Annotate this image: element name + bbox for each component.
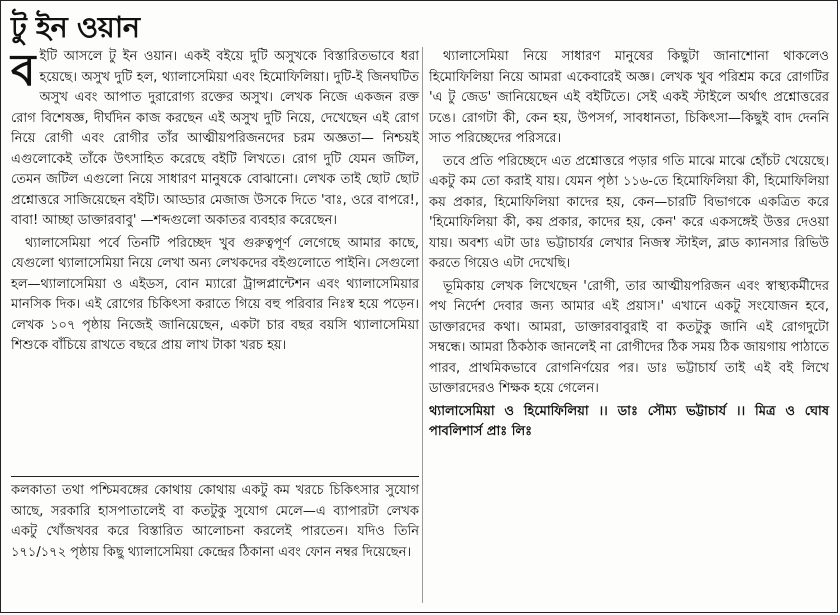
boxed-note: কলকাতা তথা পশ্চিমবঙ্গের কোথায় কোথায় একটু কম খরচে চিকিৎসার সুযোগ আছে, সরকারি হাসপাতালেই বা কতটুকু সুযোগ মেলে—এ ব্যাপারটা লেখক একটু খোঁজখবর করে বিস্তারিত আলোচনা করলেই পারতেন। যদিও তিনি ১৭১/১৭২ পৃষ্ঠায় কিছু থ্যালাসেমিয়া কেন্দ্রের ঠিকানা এবং ফোন নম্বর দিয়েছেন। [11, 483, 419, 560]
right-column [429, 47, 829, 445]
section-divider [11, 476, 419, 477]
paragraph: থ্যালাসেমিয়া পর্বে তিনটি পরিচ্ছেদ খুব গুরুত্বপূর্ণ লেগেছে আমার কাছে, যেগুলো থ্যালাসেমিয়া নিয়ে লেখা অন্য লেখকদের বইগুলোতে পাইনি। সেগুলো হল—থ্যালাসেমিয়া ও এইডস, বোন ম্যারো ট্রান্সপ্লান্টেশন এবং থ্যালাসেমিয়ার মানসিক দিক। এই রোগের চিকিৎসা করাতে গিয়ে বহু পরিবার নিঃস্ব হয়ে পড়েন। লেখক ১০৭ পৃষ্ঠায় নিজেই জানিয়েছেন, একটা চার বছর বয়সি থ্যালাসেমিয়া শিশুকে বাঁচিয়ে রাখতে বছরে প্রায় লাখ টাকা খরচ হয়। [11, 235, 419, 353]
column-divider [422, 47, 423, 603]
paragraph: থ্যালাসেমিয়া নিয়ে সাধারণ মানুষের কিছুটা জানাশোনা থাকলেও হিমোফিলিয়া নিয়ে আমরা একেবারেই অজ্ঞ। লেখক খুব পরিশ্রম করে রোগটির 'এ টু জেড' জানিয়েছেন এই বইটিতে। সেই একই স্টাইলে অর্থাৎ প্রশ্নোত্তরের ঢঙে। রোগটা কী, কেন হয়, উপসর্গ, সাবধানতা, চিকিৎসা—কিছুই বাদ দেননি সাত পরিচ্ছেদের পরিসরে। [429, 49, 829, 146]
article-title: টু ইন ওয়ান [11, 10, 140, 44]
paragraph: ভূমিকায় লেখক লিখেছেন 'রোগী, তার আত্মীয়পরিজন এবং স্বাস্থ্যকর্মীদের পথ নির্দেশ দেবার জন্য আমার এই প্রয়াস।' এখানে একটু সংযোজন হবে, ডাক্তারদের কথা। আমরা, ডাক্তারবাবুরাই বা কতটুকু জানি এই রোগদুটো সম্বন্ধে। আমরা ঠিকঠাক জানলেই না রোগীদের ঠিক সময় ঠিক জায়গায় পাঠাতে পারব, প্রাথমিকভাবে রোগনির্ণয়ের পর। ডাঃ ভট্টাচার্য তাই এই বই লিখে ডাক্তারদেরও শিক্ষক হয়ে গেলেন। [429, 278, 829, 396]
left-column [11, 47, 419, 359]
drop-cap: ব [11, 45, 36, 96]
book-credit: থ্যালাসেমিয়া ও হিমোফিলিয়া ।। ডাঃ সৌম্য ভট্টাচার্য ।। মিত্র ও ঘোষ পাবলিশার্স প্রাঃ লিঃ [429, 403, 829, 439]
paragraph [11, 47, 419, 232]
paragraph-text: ইটি আসলে টু ইন ওয়ান। একই বইয়ে দুটি অসুখকে বিস্তারিতভাবে ধরা হয়েছে। অসুখ দুটি হল, থ্যালাসেমিয়া এবং হিমোফিলিয়া। দুটি-ই জিনঘটিত অসুখ এবং আপাত দুরারোগ্য রক্তের অসুখ। লেখক নিজে একজন রক্ত রোগ বিশেষজ্ঞ, দীর্ঘদিন কাজ করছেন এই অসুখ দুটি নিয়ে, দেখেছেন এই রোগ নিয়ে রোগী এবং রোগীর তাঁর আত্মীয়পরিজনদের চরম অজ্ঞতা— নিশ্চয়ই এগুলোকেই তাঁকে উৎসাহিত করেছে বইটি লিখতে। রোগ দুটি যেমন জটিল, তেমন জটিল এগুলো নিয়ে সাধারণ মানুষকে বোঝানো। লেখক তাই ছোট ছোট প্রশ্নোত্তরে সাজিয়েছেন বইটি। আড্ডার মেজাজ উসকে দিতে 'বাঃ, ওরে বাপরে!, বাবা! আচ্ছা ডাক্তারবাবু' —শব্দগুলো অকাতর ব্যবহার করেছেন। [11, 49, 419, 228]
paragraph: তবে প্রতি পরিচ্ছেদে এত প্রশ্নোত্তরে পড়ার গতি মাঝে মাঝে হোঁচট খেয়েছে। একটু কম তো করাই যায়। যেমন পৃষ্ঠা ১১৬-তে হিমোফিলিয়া কী, হিমোফিলিয়া কয় প্রকার, হিমোফিলিয়া কাদের হয়, কেন—চারটি বিভাগকে একত্রিত করে 'হিমোফিলিয়া কী, কয় প্রকার, কাদের হয়, কেন' করে একসঙ্গেই উত্তর দেওয়া যায়। অবশ্য এটা ডাঃ ভট্টাচার্যর লেখার নিজস্ব স্টাইল, ব্লাড ক্যানসার রিভিউ করতে গিয়েও এটা দেখেছি। [429, 153, 829, 271]
